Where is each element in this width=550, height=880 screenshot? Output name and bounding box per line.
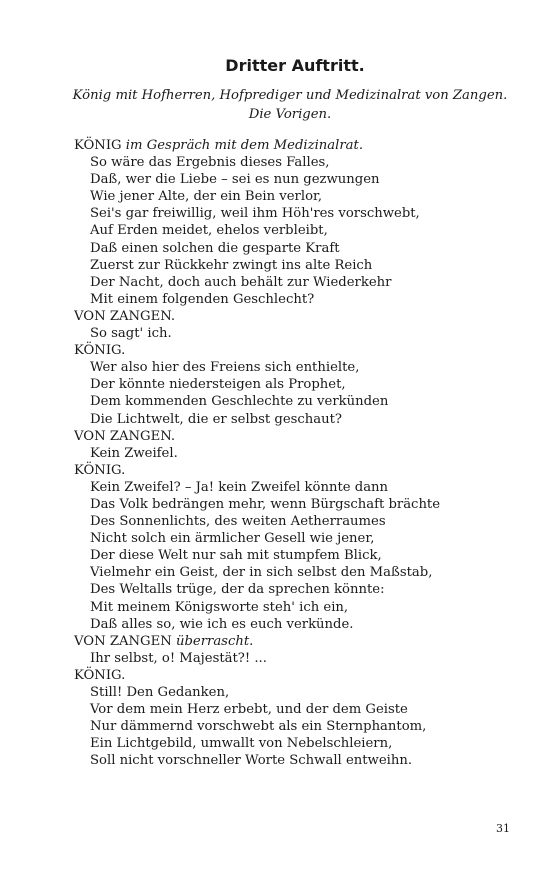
stage-direction: im Gespräch mit dem Medizinalrat. <box>125 138 364 153</box>
verse-line: Nur dämmernd vorschwebt als ein Sternphantom, <box>90 719 427 735</box>
verse-line: So sagt' ich. <box>90 326 172 342</box>
page-number: 31 <box>496 822 510 835</box>
speaker-name: KÖNIG <box>74 138 122 153</box>
verse-line: Vielmehr ein Geist, der in sich selbst den Maßstab, <box>90 565 433 581</box>
verse-line: So wäre das Ergebnis dieses Falles, <box>90 155 330 171</box>
dialogue-text <box>74 137 514 769</box>
speaker-line <box>74 428 514 445</box>
speaker-name: KÖNIG. <box>74 667 126 683</box>
verse-line: Vor dem mein Herz erbebt, und der dem Geiste <box>90 702 408 718</box>
verse-line: Soll nicht vorschneller Worte Schwall entweihn. <box>90 753 413 769</box>
verse-line: Der könnte niedersteigen als Prophet, <box>90 377 346 393</box>
speaker-line <box>74 633 514 650</box>
verse-line: Dem kommenden Geschlechte zu verkünden <box>90 394 389 410</box>
verse-line: Ein Lichtgebild, umwallt von Nebelschleiern, <box>90 736 393 752</box>
verse-line: Des Sonnenlichts, des weiten Aetherraumes <box>90 514 386 530</box>
verse-line: Mit einem folgenden Geschlecht? <box>90 291 315 307</box>
stage-direction: überrascht. <box>175 633 254 649</box>
verse-line: Das Volk bedrängen mehr, wenn Bürgschaft brächte <box>90 496 441 512</box>
verse-line: Wie jener Alte, der ein Bein verlor, <box>90 189 323 205</box>
verse-line: Ihr selbst, o! Majestät?! ... <box>90 650 267 666</box>
speaker-line <box>74 342 514 359</box>
verse-line: Nicht solch ein ärmlicher Gesell wie jener, <box>90 531 375 547</box>
verse-line: Wer also hier des Freiens sich enthielte, <box>90 360 360 376</box>
verse-line: Daß alles so, wie ich es euch verkünde. <box>90 616 354 632</box>
verse-line: Auf Erden meidet, ehelos verbleibt, <box>90 223 328 239</box>
speaker-line <box>74 462 514 479</box>
speaker-line <box>74 308 514 325</box>
speaker-name: KÖNIG. <box>74 343 126 359</box>
verse-line: Zuerst zur Rückkehr zwingt ins alte Reich <box>90 257 373 273</box>
verse-line: Sei's gar freiwillig, weil ihm Höh'res vorschwebt, <box>90 206 420 222</box>
verse-line: Daß, wer die Liebe – sei es nun gezwungen <box>90 172 380 188</box>
verse-line: Mit meinem Königsworte steh' ich ein, <box>90 599 349 615</box>
speaker-line <box>74 667 514 684</box>
scene-description: König mit Hofherren, Hofprediger und Medizinalrat von Zangen. Die Vorigen. <box>72 88 508 122</box>
speaker-name: VON ZANGEN. <box>74 308 176 324</box>
speaker-name: VON ZANGEN. <box>74 428 176 444</box>
speaker-line <box>74 137 514 154</box>
verse-line: Des Weltalls trüge, der da sprechen könnte: <box>90 582 385 598</box>
verse-line: Kein Zweifel? – Ja! kein Zweifel könnte dann <box>90 479 389 495</box>
verse-line: Kein Zweifel. <box>90 445 178 461</box>
verse-line: Daß einen solchen die gesparte Kraft <box>90 240 340 256</box>
verse-line: Die Lichtwelt, die er selbst geschaut? <box>90 411 342 427</box>
scene-title: Dritter Auftritt. <box>225 56 365 75</box>
verse-line: Still! Den Gedanken, <box>90 685 230 700</box>
verse-line: Der Nacht, doch auch behält zur Wiederkehr <box>90 274 392 290</box>
speaker-name: KÖNIG. <box>74 462 126 478</box>
verse-line: Der diese Welt nur sah mit stumpfem Blick, <box>90 548 382 564</box>
speaker-name: VON ZANGEN <box>74 633 172 649</box>
